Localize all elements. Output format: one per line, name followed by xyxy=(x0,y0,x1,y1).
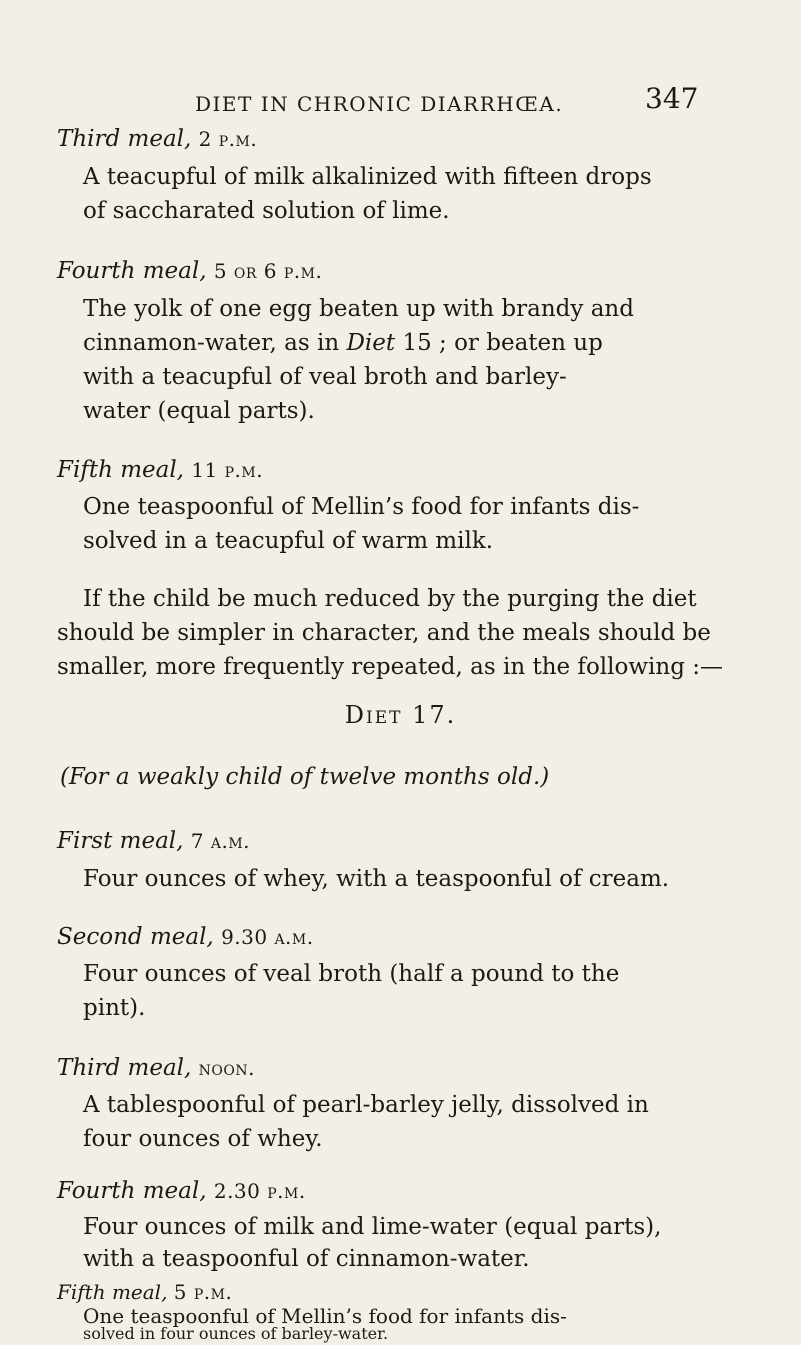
running-head: DIET IN CHRONIC DIARRHŒA. xyxy=(195,92,564,116)
meal-heading-fifth xyxy=(57,459,263,482)
meal-heading-first xyxy=(57,830,250,853)
meal-label: Fifth meal, xyxy=(57,1280,168,1304)
meal-label: Third meal, xyxy=(57,126,192,152)
page-number: 347 xyxy=(645,82,699,115)
meal-label: Third meal, xyxy=(57,1055,192,1081)
meal-text-line: The yolk of one egg beaten up with brandy and xyxy=(83,296,634,322)
meal-label: Fifth meal, xyxy=(57,457,184,483)
diet-subtitle: (For a weakly child of twelve months old.) xyxy=(60,764,550,790)
meal-label: Fourth meal, xyxy=(57,1178,207,1204)
meal-time: 11 p.m. xyxy=(191,458,264,482)
meal-text-line: Four ounces of milk and lime-water (equal parts), xyxy=(83,1214,662,1240)
diet-title: Diet 17. xyxy=(344,701,457,729)
meal-time: 2.30 p.m. xyxy=(213,1179,306,1203)
meal-heading-third xyxy=(57,128,257,151)
meal-text-line: four ounces of whey. xyxy=(83,1126,323,1152)
meal-label: First meal, xyxy=(57,828,184,854)
meal-text-line: water (equal parts). xyxy=(83,398,315,424)
meal-heading-fifth-2 xyxy=(57,1282,232,1302)
meal-text-line: with a teacupful of veal broth and barley- xyxy=(83,364,567,390)
meal-text-line: solved in four ounces of barley-water. xyxy=(83,1324,389,1343)
meal-text-line: A tablespoonful of pearl-barley jelly, dissolved in xyxy=(83,1092,649,1118)
meal-time: 7 a.m. xyxy=(190,829,251,853)
paragraph-line: If the child be much reduced by the purging the diet xyxy=(83,586,697,612)
meal-text-line: with a teaspoonful of cinnamon-water. xyxy=(83,1246,530,1272)
meal-time: 9.30 a.m. xyxy=(221,925,314,949)
meal-label: Fourth meal, xyxy=(57,258,207,284)
paragraph-line: smaller, more frequently repeated, as in the following :— xyxy=(57,654,723,680)
meal-label: Second meal, xyxy=(57,924,214,950)
meal-heading-third-noon xyxy=(57,1057,255,1080)
meal-text-line: of saccharated solution of lime. xyxy=(83,198,450,224)
meal-text-line: cinnamon-water, as in Diet 15 ; or beaten up xyxy=(83,330,603,356)
meal-time: 2 p.m. xyxy=(198,127,258,151)
paragraph-line: should be simpler in character, and the meals should be xyxy=(57,620,711,646)
meal-heading-fourth-2 xyxy=(57,1180,306,1203)
meal-text-line: A teacupful of milk alkalinized with fifteen drops xyxy=(83,164,652,190)
meal-text-line: Four ounces of whey, with a teaspoonful of cream. xyxy=(83,866,670,892)
meal-text-line: solved in a teacupful of warm milk. xyxy=(83,528,494,554)
meal-text-line: pint). xyxy=(83,995,146,1021)
meal-text-line: Four ounces of veal broth (half a pound to the xyxy=(83,961,620,987)
meal-heading-fourth xyxy=(57,260,322,283)
meal-time: 5 p.m. xyxy=(173,1280,233,1304)
meal-time: noon. xyxy=(198,1056,255,1080)
meal-heading-second xyxy=(57,926,314,949)
diet-reference: Diet xyxy=(346,330,396,356)
meal-text-line: One teaspoonful of Mellin’s food for infants dis- xyxy=(83,494,640,520)
meal-text-line: One teaspoonful of Mellin’s food for infants dis- xyxy=(83,1304,567,1328)
meal-time: 5 or 6 p.m. xyxy=(213,259,323,283)
